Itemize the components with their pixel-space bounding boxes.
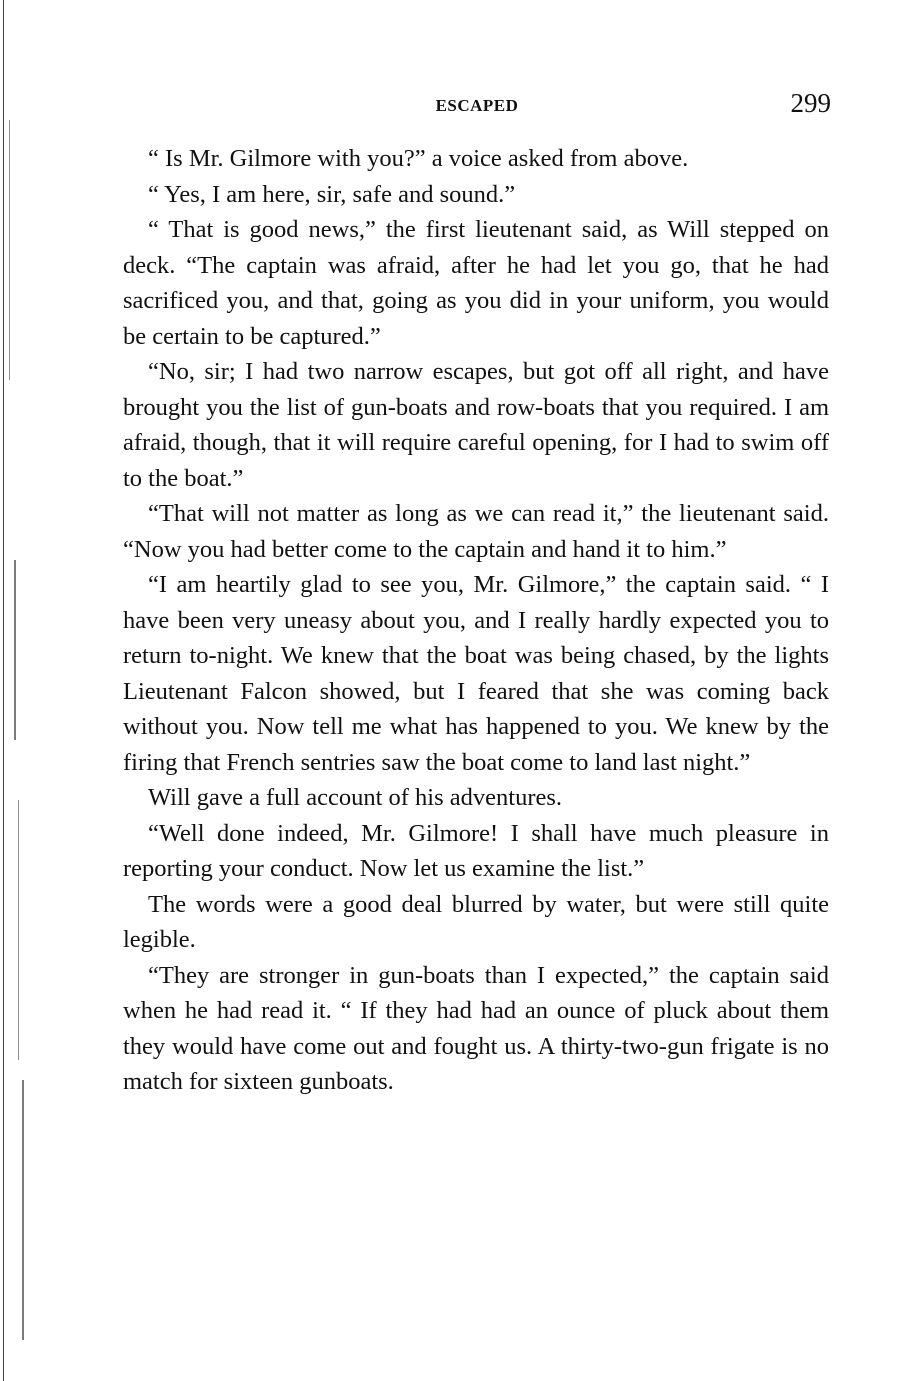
paragraph: The words were a good deal blurred by water, but were still quite legible. — [123, 890, 829, 953]
paragraph: “I am heartily glad to see you, Mr. Gilmore,” the captain said. “ I have been very uneasy about you, and I really hardly expected you to return to-night. We knew that the boat was being chased, by the lights Lieutenant Falcon showed, but I feared that she was coming back without you. Now tell me what has happened to you. We knew by the firing that French sentries saw the boat come to land last night.” — [123, 571, 829, 776]
paragraph: “ That is good news,” the first lieutenant said, as Will stepped on deck. “The captain was afraid, after he had let you go, that he had sacrificed you, and that, going as you did in your uniform, you would be certain to be captured.” — [123, 216, 829, 350]
page-header — [123, 88, 831, 124]
paragraph: “That will not matter as long as we can read it,” the lieutenant said. “Now you had better come to the captain and hand it to him.” — [123, 500, 829, 563]
paragraph: “ Yes, I am here, sir, safe and sound.” — [148, 180, 516, 208]
paragraph: “Well done indeed, Mr. Gilmore! I shall have much pleasure in reporting your conduct. Now let us examine the list.” — [123, 819, 829, 882]
binding-edge — [0, 0, 38, 1381]
page-number: 299 — [790, 88, 831, 118]
running-head: ESCAPED — [435, 96, 519, 115]
paragraph: Will gave a full account of his adventures. — [148, 784, 563, 811]
paragraph: “ Is Mr. Gilmore with you?” a voice asked from above. — [148, 145, 689, 172]
body-text — [123, 141, 829, 1100]
paragraph: “They are stronger in gun-boats than I expected,” the captain said when he had read it. “ If they had had an ounce of pluck about them they would have come out and fought us. A thirty-two-gun frigate is no match for sixteen gunboats. — [123, 961, 829, 1095]
paragraph: “No, sir; I had two narrow escapes, but got off all right, and have brought you the list of gun-boats and row-boats that you required. I am afraid, though, that it will require careful opening, for I had to swim off to the boat.” — [123, 358, 829, 492]
